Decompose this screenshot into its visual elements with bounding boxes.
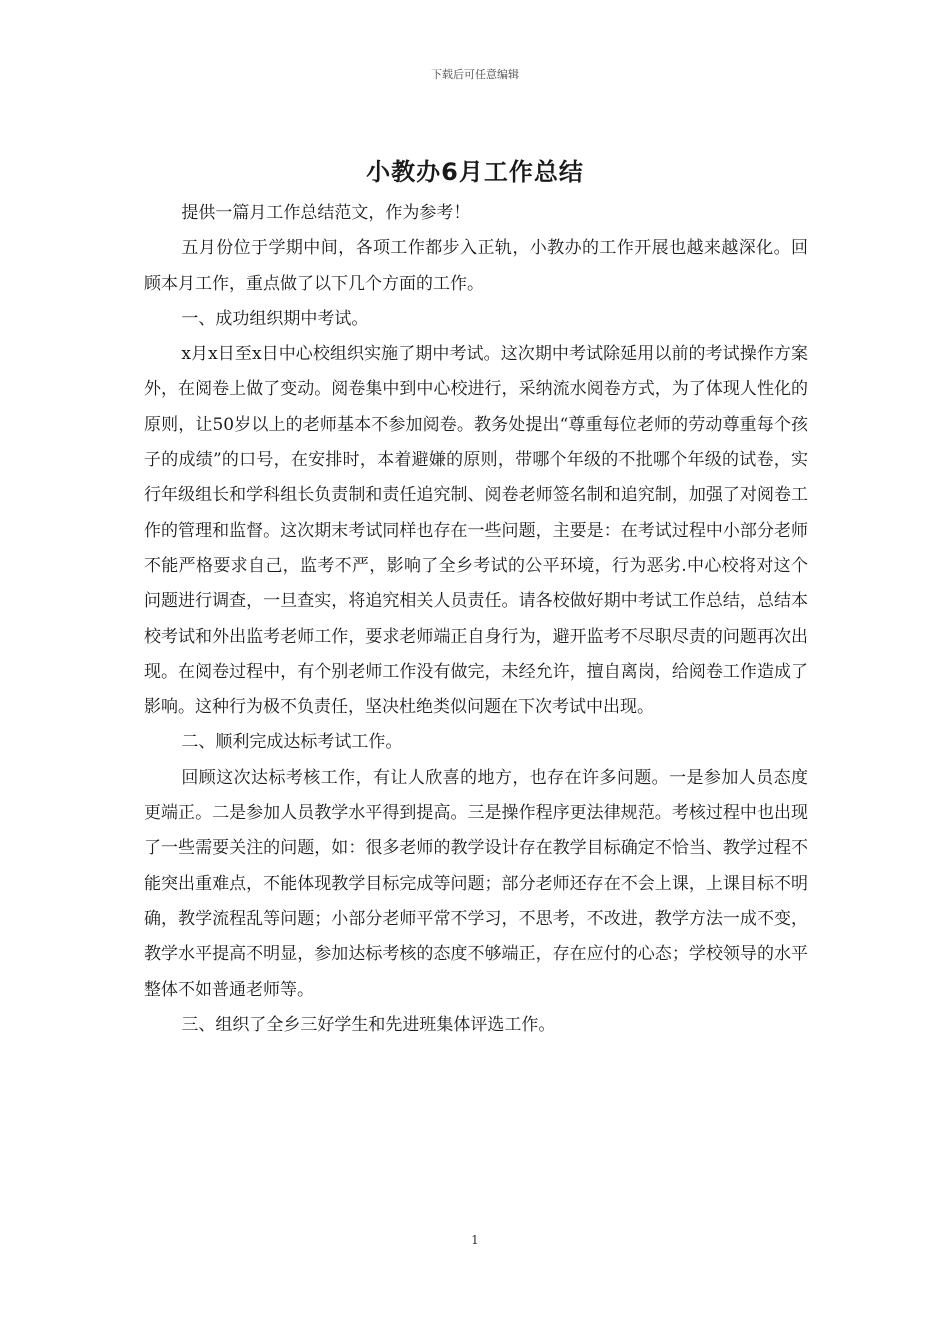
document-title: 小教办6月工作总结 xyxy=(366,158,584,186)
section-heading-3: 三、组织了全乡三好学生和先进班集体评选工作。 xyxy=(181,1014,556,1035)
page-number: 1 xyxy=(471,1233,479,1247)
paragraph-intro: 提供一篇月工作总结范文，作为参考！ xyxy=(181,203,471,223)
paragraph-standard-exam: 回顾这次达标考核工作，有让人欣喜的地方，也存在许多问题。一是参加人员态度更端正。二是参加人员教学水平得到提高。三是操作程序更法律规范。考核过程中也出现了一些需要关注的问题，如：很多老师的教学设计存在教学目标确定不恰当、教学过程不能突出重难点，不能体现教学目标完成等问题；部分老师还存在不会上课，上课目标不明确，教学流程乱等问题；小部分老师平常不学习，不思考，不改进，教学方法一成不变，教学水平提高不明显，参加达标考核的态度不够端正，存在应付的心态；学校领导的水平整体不如普通老师等。 xyxy=(144,767,808,1000)
paragraph-overview: 五月份位于学期中间，各项工作都步入正轨，小教办的工作开展也越来越深化。回顾本月工作，重点做了以下几个方面的工作。 xyxy=(144,238,808,294)
document-body xyxy=(144,196,808,1043)
section-heading-1: 一、成功组织期中考试。 xyxy=(181,308,369,329)
header-note: 下载后可任意编辑 xyxy=(431,68,519,81)
paragraph-midterm-exam: x月x日至x日中心校组织实施了期中考试。这次期中考试除延用以前的考试操作方案外，在阅卷上做了变动。阅卷集中到中心校进行，采纳流水阅卷方式，为了体现人性化的原则，让50岁以上的老师基本不参加阅卷。教务处提出“尊重每位老师的劳动尊重每个孩子的成绩”的口号，在安排时，本着避嫌的原则，带哪个年级的不批哪个年级的试卷，实行年级组长和学科组长负责制和责任追究制、阅卷老师签名制和追究制，加强了对阅卷工作的管理和监督。这次期末考试同样也存在一些问题，主要是：在考试过程中小部分老师不能严格要求自己，监考不严，影响了全乡考试的公平环境，行为恶劣.中心校将对这个问题进行调查，一旦查实，将追究相关人员责任。请各校做好期中考试工作总结，总结本校考试和外出监考老师工作，要求老师端正自身行为，避开监考不尽职尽责的问题再次出现。在阅卷过程中，有个别老师工作没有做完，未经允许，擅自离岗，给阅卷工作造成了影响。这种行为极不负责任，坚决杜绝类似问题在下次考试中出现。 xyxy=(144,344,808,718)
section-heading-2: 二、顺利完成达标考试工作。 xyxy=(181,732,403,753)
